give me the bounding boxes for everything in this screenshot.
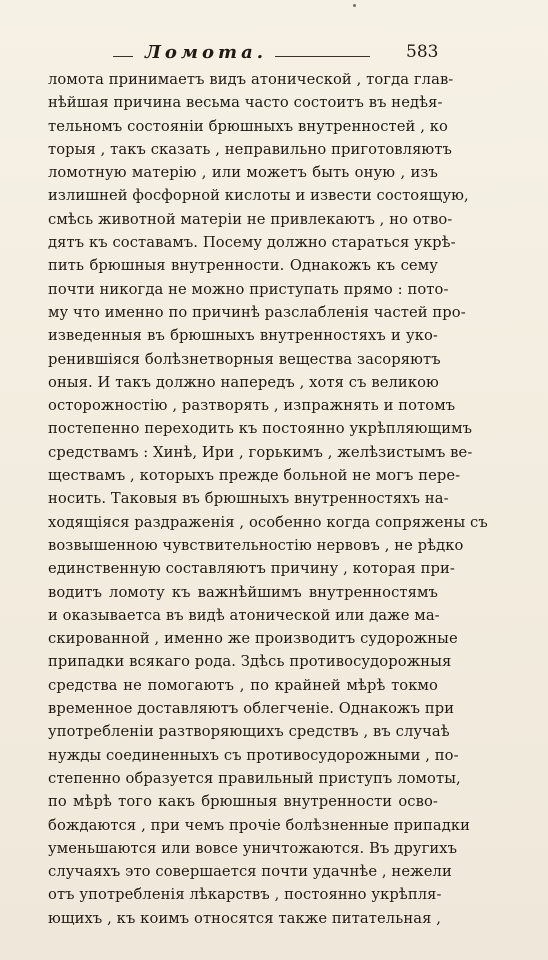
text-line: постепенно переходить къ постоянно укрѣпляющимъ xyxy=(48,420,473,438)
text-line: торыя , такъ сказать , неправильно приготовляютъ xyxy=(48,140,452,158)
text-line: почти никогда не можно приступать прямо : пото- xyxy=(48,280,449,298)
text-line: ходящіяся раздраженія , особенно когда сопряжены съ xyxy=(48,513,488,531)
text-line: нужды соединенныхъ съ противосудорожными , по- xyxy=(48,746,459,764)
text-line: тельномъ состояніи брюшныхъ внутренностей , ко xyxy=(48,117,448,135)
text-line: пить брюшныя внутренности. Однакожъ къ сему xyxy=(48,257,438,275)
text-line: временное доставляютъ облегченіе. Однакожъ при xyxy=(48,700,455,718)
text-line: и оказываетса въ видѣ атонической или даже ма- xyxy=(48,606,440,624)
text-line: ломотную матерію , или можетъ быть оную , изъ xyxy=(48,164,438,182)
body-text xyxy=(48,68,488,930)
text-line: смѣсь животной матеріи не привлекаютъ , но отво- xyxy=(48,210,453,228)
text-line: дятъ къ составамъ. Посему должно стараться укрѣ- xyxy=(48,234,456,252)
text-line: степенно образуется правильный приступъ ломоты, xyxy=(48,769,461,787)
text-line: ренившіяся болѣзнетворныя вещества засоряютъ xyxy=(48,350,441,368)
page-number: 583 xyxy=(406,42,439,62)
text-line: изведенныя въ брюшныхъ внутренностяхъ и уко- xyxy=(48,327,438,345)
text-line: средствамъ : Хинѣ, Ири , горькимъ , желѣзистымъ ве- xyxy=(48,443,473,461)
text-line: ломота принимаетъ видъ атонической , тогда глав- xyxy=(48,71,454,88)
text-line: уменьшаются или вовсе уничтожаются. Въ другихъ xyxy=(48,839,458,857)
text-line: ществамъ , которыхъ прежде больной не могъ пере- xyxy=(48,467,461,485)
text-line: ющихъ , къ коимъ относятся также питательная , xyxy=(48,909,441,927)
text-line: употребленіи разтворяющихъ средствъ , въ случаѣ xyxy=(48,723,450,741)
text-line: по мѣрѣ того какъ брюшныя внутренности осво- xyxy=(48,793,438,811)
text-line: излишней фосфорной кислоты и извести состоящую, xyxy=(48,187,469,205)
header-rule-left xyxy=(113,56,133,57)
text-line: отъ употребленія лѣкарствъ , постоянно укрѣпля- xyxy=(48,886,442,904)
page-speck xyxy=(353,4,356,7)
text-line: бождаются , при чемъ прочіе болѣзненные припадки xyxy=(48,816,471,834)
page-header xyxy=(0,41,548,65)
text-line: возвышенною чувствительностію нервовъ , не рѣдко xyxy=(48,536,464,554)
text-line: скированной , именно же производитъ судорожные xyxy=(48,630,458,648)
text-line: случаяхъ это совершается почти удачнѣе , нежели xyxy=(48,863,452,881)
text-line: припадки всякаго рода. Здѣсь противосудорожныя xyxy=(48,653,452,671)
text-line: нѣйшая причина весьма часто состоитъ въ недѣя- xyxy=(48,94,443,112)
running-head: Ломота. xyxy=(145,42,268,63)
text-line: носить. Таковыя въ брюшныхъ внутренностяхъ на- xyxy=(48,490,449,508)
text-line: водитъ ломоту къ важнѣйшимъ внутренностямъ xyxy=(48,583,438,601)
text-line: единственную составляютъ причину , которая при- xyxy=(48,560,455,578)
text-line: осторожностію , разтворять , изпражнять и потомъ xyxy=(48,397,456,415)
header-rule-right xyxy=(275,56,370,57)
text-line: оныя. И такъ должно напередъ , хотя съ великою xyxy=(48,373,439,391)
text-line: му что именно по причинѣ разслабленія частей про- xyxy=(48,303,466,321)
text-line: средства не помогаютъ , по крайней мѣрѣ токмо xyxy=(48,676,438,694)
